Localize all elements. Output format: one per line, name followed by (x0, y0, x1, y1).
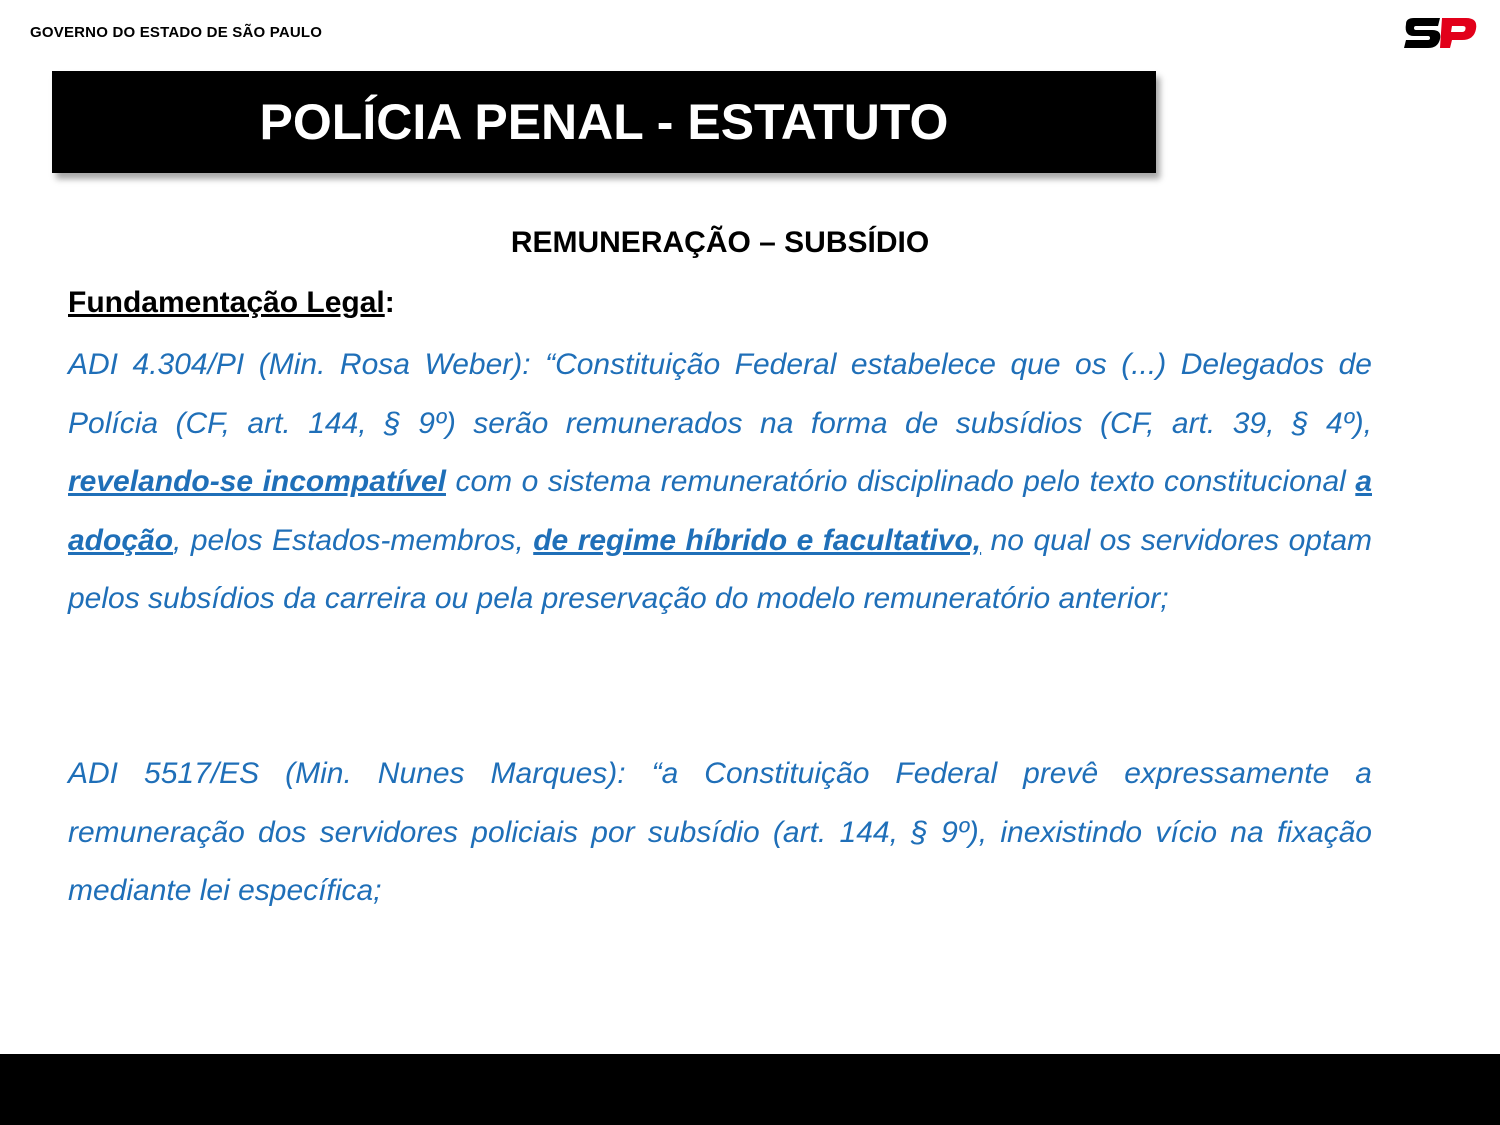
legal-basis-colon: : (384, 286, 395, 319)
section-subtitle: REMUNERAÇÃO – SUBSÍDIO (510, 226, 930, 259)
government-header-label: GOVERNO DO ESTADO DE SÃO PAULO (30, 24, 323, 41)
quote-text: com o sistema remuneratório disciplinado pelo texto constitucional (445, 465, 1356, 498)
page-title: POLÍCIA PENAL - ESTATUTO (259, 94, 949, 150)
quote-text: , pelos Estados-membros, (173, 523, 534, 557)
highlight-adoption: a adoção (68, 465, 1372, 557)
footer-bar (0, 1054, 1500, 1125)
quote-paragraph-adi-4304 (68, 336, 1372, 629)
legal-basis-label: Fundamentação Legal (68, 286, 385, 319)
sp-logo-icon (1404, 16, 1478, 50)
highlight-hybrid-regime: de regime híbrido e facultativo, (533, 523, 982, 557)
quote-paragraph-adi-5517: ADI 5517/ES (Min. Nunes Marques): “a Constituição Federal prevê expressamente a remuneração dos servidores policiais por subsídio (art. 144, § 9º), inexistindo vício na fixação mediante lei específica; (68, 757, 1372, 907)
title-banner (52, 71, 1156, 173)
quote-text: no qual os servidores optam pelos subsídios da carreira ou pela preservação do modelo remuneratório anterior; (68, 523, 1372, 615)
highlight-incompatible: revelando-se incompatível (68, 465, 446, 498)
legal-basis-heading (68, 286, 395, 320)
quote-text: ADI 4.304/PI (Min. Rosa Weber): “Constituição Federal estabelece que os (...) Delegados de Polícia (CF, art. 144, § 9º) serão remunerados na forma de subsídios (CF, art. 39, § 4º), (68, 348, 1372, 440)
